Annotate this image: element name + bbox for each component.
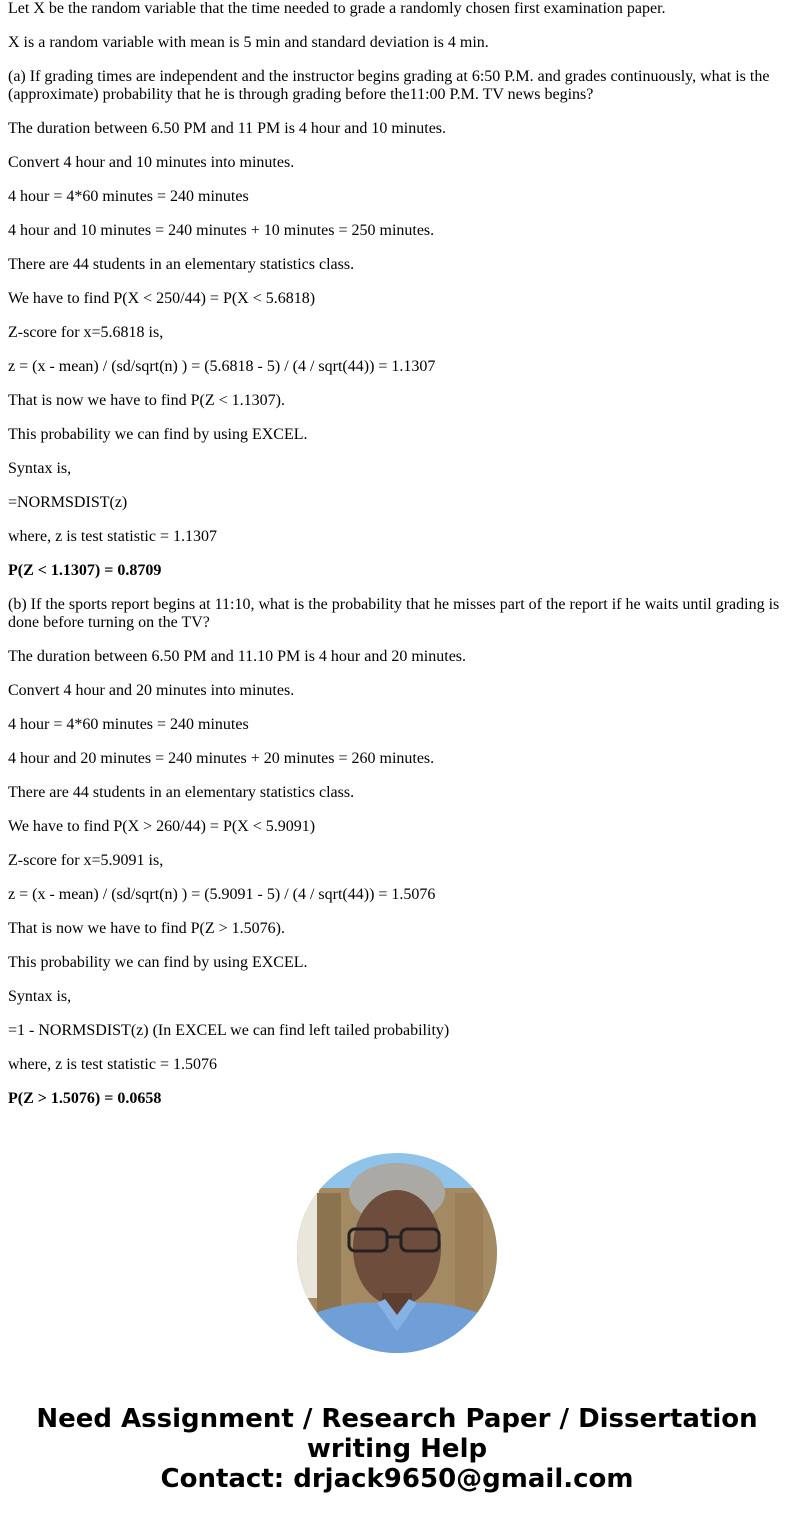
paragraph: Syntax is,: [8, 988, 72, 1005]
paragraph: We have to find P(X > 260/44) = P(X < 5.9091): [8, 818, 316, 835]
author-photo: [297, 1153, 497, 1353]
answer-paragraph: P(Z < 1.1307) = 0.8709: [8, 562, 162, 579]
answer-paragraph: P(Z > 1.5076) = 0.0658: [8, 1090, 162, 1107]
paragraph: This probability we can find by using EXCEL.: [8, 426, 308, 443]
paragraph: where, z is test statistic = 1.1307: [8, 528, 217, 545]
paragraph: =1 - NORMSDIST(z) (In EXCEL we can find left tailed probability): [8, 1022, 450, 1039]
paragraph: Z-score for x=5.9091 is,: [8, 852, 164, 869]
paragraph: We have to find P(X < 250/44) = P(X < 5.6818): [8, 290, 316, 307]
paragraph: There are 44 students in an elementary statistics class.: [8, 256, 355, 273]
paragraph: z = (x - mean) / (sd/sqrt(n) ) = (5.9091 - 5) / (4 / sqrt(44)) = 1.5076: [8, 886, 436, 903]
contact-banner: [0, 1404, 794, 1494]
paragraph: Convert 4 hour and 10 minutes into minutes.: [8, 154, 295, 171]
paragraph: =NORMSDIST(z): [8, 494, 128, 511]
paragraph: The duration between 6.50 PM and 11.10 PM is 4 hour and 20 minutes.: [8, 648, 467, 665]
paragraph: (b) If the sports report begins at 11:10, what is the probability that he misses part of the report if he waits until grading is done before turning on the TV?: [8, 596, 780, 631]
paragraph: Syntax is,: [8, 460, 72, 477]
banner-line-1: Need Assignment / Research Paper / Dissertation: [36, 1404, 758, 1434]
banner-contact-email: Contact: drjack9650@gmail.com: [160, 1464, 634, 1494]
paragraph: Let X be the random variable that the time needed to grade a randomly chosen first examination paper.: [8, 0, 666, 17]
paragraph: 4 hour and 20 minutes = 240 minutes + 20 minutes = 260 minutes.: [8, 750, 435, 767]
paragraph: That is now we have to find P(Z > 1.5076).: [8, 920, 285, 937]
paragraph: 4 hour and 10 minutes = 240 minutes + 10 minutes = 250 minutes.: [8, 222, 435, 239]
paragraph: 4 hour = 4*60 minutes = 240 minutes: [8, 188, 249, 205]
banner-line-2: writing Help: [306, 1434, 488, 1464]
paragraph: (a) If grading times are independent and the instructor begins grading at 6:50 P.M. and grades continuously, what is the (approximate) probability that he is through grading before the11:00 P.M. TV news begins?: [8, 68, 770, 103]
paragraph: Z-score for x=5.6818 is,: [8, 324, 164, 341]
paragraph: z = (x - mean) / (sd/sqrt(n) ) = (5.6818 - 5) / (4 / sqrt(44)) = 1.1307: [8, 358, 436, 375]
paragraph: Convert 4 hour and 20 minutes into minutes.: [8, 682, 295, 699]
paragraph: This probability we can find by using EXCEL.: [8, 954, 308, 971]
paragraph: There are 44 students in an elementary statistics class.: [8, 784, 355, 801]
paragraph: 4 hour = 4*60 minutes = 240 minutes: [8, 716, 249, 733]
paragraph: That is now we have to find P(Z < 1.1307).: [8, 392, 285, 409]
paragraph: X is a random variable with mean is 5 min and standard deviation is 4 min.: [8, 34, 489, 51]
paragraph: where, z is test statistic = 1.5076: [8, 1056, 217, 1073]
paragraph: The duration between 6.50 PM and 11 PM is 4 hour and 10 minutes.: [8, 120, 447, 137]
